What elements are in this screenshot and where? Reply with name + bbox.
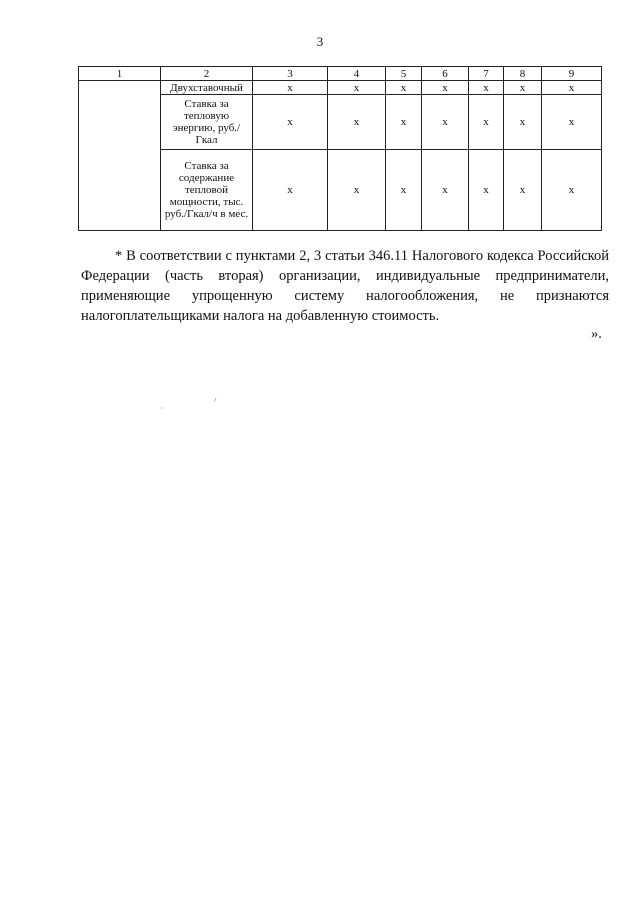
page-number: 3 bbox=[316, 34, 324, 49]
table-cell: х bbox=[422, 81, 469, 95]
table-cell: х bbox=[504, 95, 542, 150]
row-label: Двухставочный bbox=[161, 81, 253, 95]
table-cell: х bbox=[504, 81, 542, 95]
footnote-text: * В соответствии с пунктами 2, 3 статьи 346.11 Налогового кодекса Российской Федерации (часть вторая) организации, индивидуальные предприниматели, применяющие упрощенную систему налогообложения, не признаются налогоплательщиками налога на добавленную стоимость. bbox=[81, 248, 609, 324]
column-header: 7 bbox=[469, 67, 504, 81]
column-header: 8 bbox=[504, 67, 542, 81]
table-cell: х bbox=[253, 150, 328, 231]
empty-cell bbox=[79, 81, 161, 231]
table-header-row bbox=[79, 67, 602, 81]
table-cell: х bbox=[422, 95, 469, 150]
table-cell: х bbox=[542, 95, 602, 150]
column-header: 9 bbox=[542, 67, 602, 81]
table-cell: х bbox=[469, 81, 504, 95]
row-label: Ставка за содержание тепловой мощности, тыс. руб./Гкал/ч в мес. bbox=[161, 150, 253, 231]
table-cell: х bbox=[386, 150, 422, 231]
table-cell: х bbox=[253, 81, 328, 95]
closing-quote-mark: ». bbox=[591, 326, 602, 342]
table-cell: х bbox=[504, 150, 542, 231]
column-header: 6 bbox=[422, 67, 469, 81]
table-cell: х bbox=[328, 150, 386, 231]
table-cell: х bbox=[386, 95, 422, 150]
tariff-table bbox=[78, 66, 602, 231]
table-cell: х bbox=[542, 81, 602, 95]
column-header: 4 bbox=[328, 67, 386, 81]
table-cell: х bbox=[469, 150, 504, 231]
column-header: 5 bbox=[386, 67, 422, 81]
scan-artifact bbox=[160, 390, 240, 430]
table-cell: х bbox=[542, 150, 602, 231]
column-header: 3 bbox=[253, 67, 328, 81]
row-label: Ставка за тепловую энергию, руб./Гкал bbox=[161, 95, 253, 150]
table-cell: х bbox=[422, 150, 469, 231]
table-cell: х bbox=[328, 95, 386, 150]
table-row bbox=[79, 81, 602, 95]
column-header: 1 bbox=[79, 67, 161, 81]
table-cell: х bbox=[253, 95, 328, 150]
table-cell: х bbox=[386, 81, 422, 95]
table-cell: х bbox=[469, 95, 504, 150]
column-header: 2 bbox=[161, 67, 253, 81]
table-cell: х bbox=[328, 81, 386, 95]
